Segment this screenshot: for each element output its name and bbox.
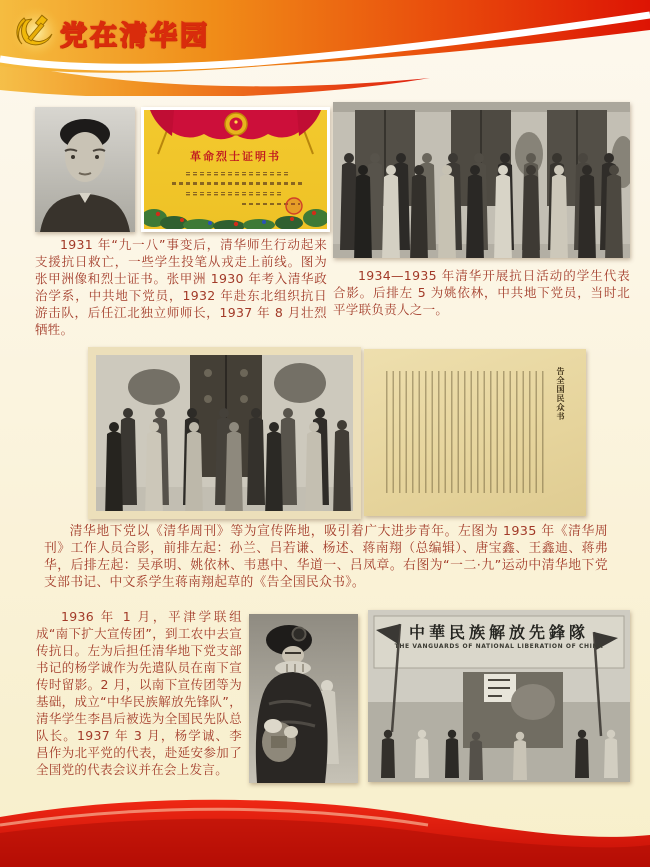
photo-manifesto-document [364, 349, 586, 516]
header-banner [0, 0, 650, 96]
photo-qinghua-weekly-staff [88, 347, 361, 519]
staff-photo-illustration [96, 355, 353, 511]
caption-qinghua-weekly: 清华地下党以《清华周刊》等为宣传阵地，吸引着广大进步青年。左图为 1935 年《清华周刊》工作人员合影，前排左起：孙兰、吕若谦、杨述、蒋南翔（总编辑）、唐宝鑫、王鑫迪、蒋弗华，后排左起：吴承明、姚依林、韦惠中、华道一、吕凤章。右图为“一二·九”运动中清华地下党支部书记、中文系学生蒋南翔起草的《告全国民众书》。 [44, 524, 608, 591]
yang-xuecheng-illustration [249, 614, 358, 783]
certificate-illustration [144, 110, 327, 229]
photo-martyr-certificate [141, 107, 330, 232]
party-emblem-icon [10, 6, 62, 58]
group-photo-illustration [333, 102, 630, 258]
caption-zhang-jiazhou: 1931 年“九一八”事变后，清华师生行动起来支援抗日救亡，一些学生投笔从戎走上前线。图为张甲洲像和烈士证书。张甲洲 1930 年考入清华政治学系，中共地下党员，1932 年赴东北组织抗日游击队，后任江北独立师师长，1937 年 8 月壮烈牺牲。 [35, 237, 327, 337]
certificate-body [144, 110, 327, 229]
photo-student-representatives [333, 102, 630, 258]
rally-banner-english: THE VANGUARDS OF NATIONAL LIBERATION OF CHINA [394, 643, 604, 650]
page-title: 党在清华园 [60, 21, 210, 52]
document-text-columns [386, 371, 548, 493]
photo-zhang-jiazhou-portrait [35, 107, 135, 232]
portrait-illustration [35, 107, 135, 232]
footer-wave [0, 789, 650, 867]
certificate-title: 革命烈士证明书 [190, 150, 281, 163]
photo-yang-xuecheng [249, 614, 358, 783]
caption-student-representatives: 1934—1935 年清华开展抗日活动的学生代表合影。后排左 5 为姚依林，中共地下党员，当时北平学联负责人之一。 [333, 268, 630, 317]
photo-vanguard-rally [368, 610, 630, 782]
caption-1936-events: 1936 年 1 月，平津学联组成“南下扩大宣传团”，到工农中去宣传抗日。左为后担任清华地下党支部书记的杨学诚作为先遣队员在南下宣传时留影。2 月，以南下宣传团等为基础，成立“中华民族解放先锋队”，清华学生李昌后被选为全国民先队总队长。1937 年 3 月，杨学诚、李昌作为北平党的代表，赴延安参加了全国党的代表会议并在会上发言。 [36, 609, 242, 777]
rally-banner-chinese: 中華民族解放先鋒隊 [408, 623, 589, 642]
document-title: 告全国民众书 [556, 367, 565, 421]
footer-wave-graphic [0, 789, 650, 867]
